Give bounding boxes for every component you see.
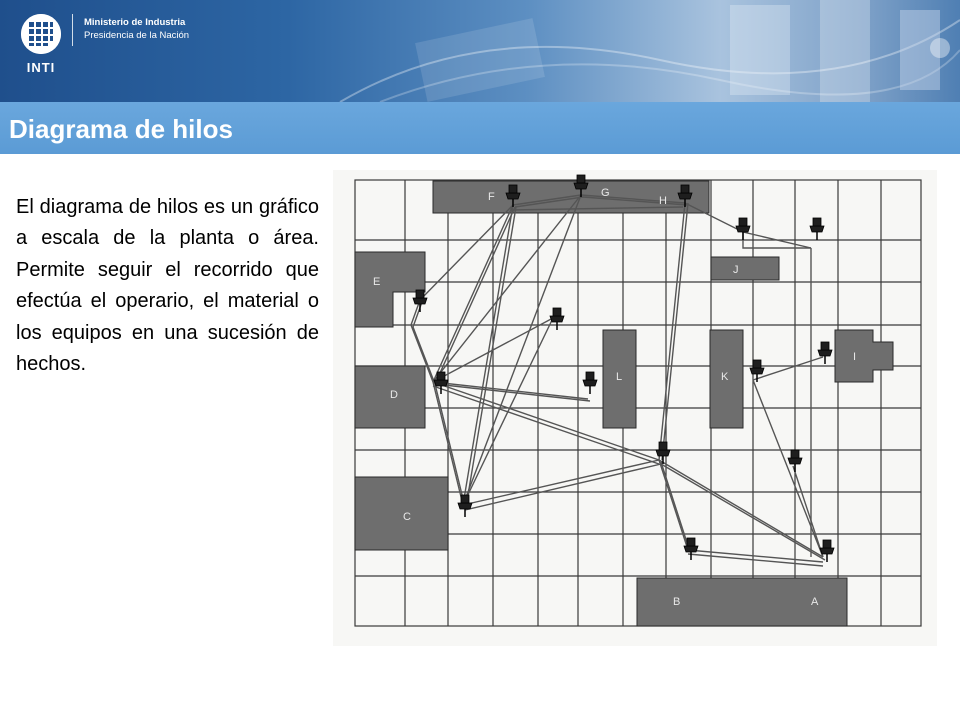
pin-i: [818, 342, 832, 364]
inti-logo: [14, 10, 74, 94]
label-b: B: [673, 596, 681, 608]
label-h: H: [659, 195, 667, 207]
ministry-line-2: Presidencia de la Nación: [84, 30, 190, 41]
pin-l: [583, 372, 597, 394]
header-banner: [0, 0, 960, 102]
label-i: I: [853, 351, 857, 363]
label-g: G: [601, 187, 610, 199]
pin-k: [750, 360, 764, 382]
pin-e: [413, 290, 427, 312]
ministry-name: [84, 16, 189, 42]
label-j: J: [733, 264, 739, 276]
ministry-line-1: Ministerio de Industria: [84, 17, 186, 28]
label-k: K: [721, 371, 729, 383]
pin-j1: [736, 218, 750, 240]
area-j: [711, 257, 779, 280]
pin-mid: [550, 308, 564, 330]
pin-c: [458, 495, 472, 517]
logo-text: INTI: [26, 60, 56, 75]
title-bar: [0, 102, 960, 154]
label-c: C: [403, 511, 411, 523]
pin-right: [788, 450, 802, 472]
label-a: A: [811, 596, 819, 608]
pin-j2: [810, 218, 824, 240]
page-title: Diagrama de hilos: [9, 114, 233, 144]
string-diagram: [333, 170, 937, 646]
label-e: E: [373, 276, 381, 288]
label-l: L: [616, 371, 623, 383]
string-diagram-figure: [333, 170, 937, 646]
header-decorative-art: [300, 0, 960, 102]
description-paragraph: El diagrama de hilos es un gráfico a escala de la planta o área. Permite seguir el recorrido que efectúa el operario, el material o los equipos en una sucesión de hechos.: [16, 196, 319, 376]
area-c: [355, 477, 448, 550]
label-d: D: [390, 389, 398, 401]
label-f: F: [488, 191, 495, 203]
logo-divider: [72, 14, 73, 46]
logo-grid-icon: [21, 14, 61, 54]
area-i: [835, 330, 893, 382]
